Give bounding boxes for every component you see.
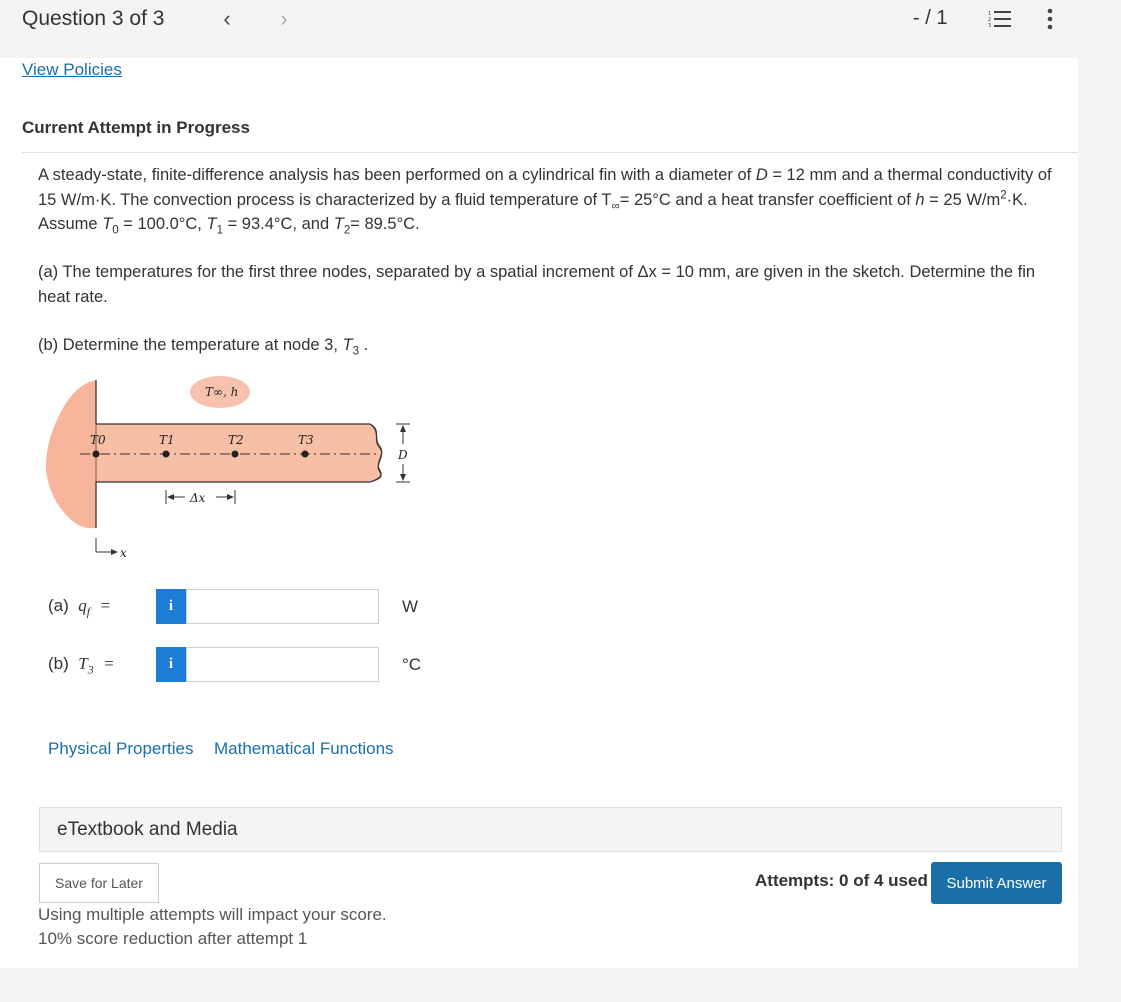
- mathematical-functions-link[interactable]: Mathematical Functions: [214, 739, 394, 758]
- answer-b-label: (b) $T_3$ =: [48, 654, 115, 677]
- part-b-statement: (b) Determine the temperature at node 3, $T_3$ .: [38, 336, 369, 358]
- numbered-list-icon[interactable]: [988, 9, 1012, 29]
- x-label: x: [120, 546, 127, 560]
- attempts-counter: Attempts: 0 of 4 used: [755, 871, 928, 890]
- etextbook-media-panel[interactable]: [39, 807, 1062, 852]
- d-label: D: [398, 448, 408, 462]
- attempts-note: Using multiple attempts will impact your score.: [38, 905, 387, 924]
- answer-a-label: (a) $q_f$ =: [48, 596, 111, 619]
- node-label-2: T2: [228, 433, 244, 447]
- save-for-later-button[interactable]: Save for Later: [39, 863, 159, 903]
- fluid-label: T∞, h: [205, 385, 239, 399]
- top-bar: [0, 0, 1121, 44]
- question-counter: Question 3 of 3: [22, 7, 165, 30]
- chevron-right-icon[interactable]: ›: [280, 6, 288, 31]
- svg-text:1: 1: [988, 11, 992, 17]
- answer-a-input[interactable]: [186, 589, 379, 624]
- attempt-status-heading: Current Attempt in Progress: [22, 118, 250, 137]
- answer-a-unit: W: [402, 597, 419, 616]
- view-policies-link[interactable]: View Policies: [22, 60, 122, 79]
- score-reduction-note: 10% score reduction after attempt 1: [38, 929, 308, 948]
- svg-text:2: 2: [988, 17, 992, 23]
- part-a-statement: (a) The temperatures for the first three nodes, separated by a spatial increment of Δx = 10 mm, are given in the sketch. Determine the fin heat rate.: [38, 263, 1036, 306]
- node-label-3: T3: [298, 433, 314, 447]
- physical-properties-link[interactable]: Physical Properties: [48, 739, 194, 758]
- fin-diagram: [40, 370, 420, 570]
- divider: [22, 152, 1078, 153]
- answer-b-info-button[interactable]: i: [156, 647, 186, 682]
- node-label-0: T0: [90, 433, 106, 447]
- question-score: - / 1: [913, 7, 948, 29]
- problem-statement: A steady-state, finite-difference analysis has been performed on a cylindrical fin with a diameter of D = 12 mm and a thermal conductivity of 15 W/m·K. The convection process is characterized by a fluid temperature of $T_\infty= 25^\circ C$ and a heat transfer coefficient of h = 25 $W/m^2\cdot K$. Assume $T_0 = 100.0^\circ C$, $T_1 = 93.4^\circ C$, and $T_2= 89.5^\circ C$.: [38, 166, 1052, 237]
- more-options-icon[interactable]: [1043, 8, 1057, 30]
- submit-answer-button[interactable]: Submit Answer: [931, 862, 1062, 904]
- answer-b-input[interactable]: [186, 647, 379, 682]
- answer-a-info-button[interactable]: i: [156, 589, 186, 624]
- answer-b-unit: °C: [402, 655, 422, 674]
- dx-label: Δx: [190, 491, 206, 505]
- node-label-1: T1: [159, 433, 175, 447]
- etextbook-label: eTextbook and Media: [57, 819, 238, 840]
- chevron-left-icon[interactable]: ‹: [223, 6, 231, 31]
- svg-text:3: 3: [988, 23, 992, 29]
